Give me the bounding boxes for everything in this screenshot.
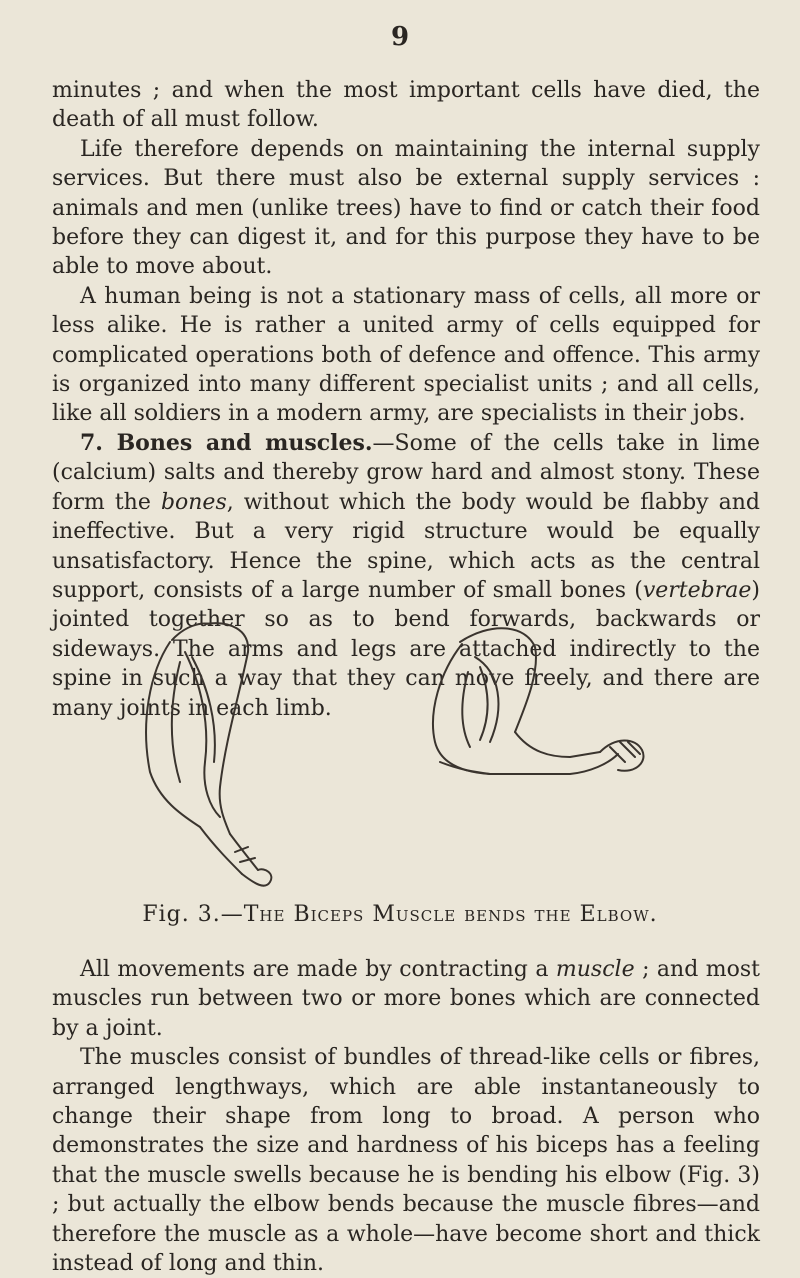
italic-term: bones <box>160 489 227 515</box>
paragraph: minutes ; and when the most important cells have died, the death of all must follow. <box>52 78 760 133</box>
page-number: 9 <box>390 22 410 52</box>
caption-text: —The Biceps Muscle bends the Elbow. <box>220 902 658 927</box>
arm-bent-illustration <box>433 628 643 774</box>
arm-straight-illustration <box>146 623 271 886</box>
text-run: ; and most muscles run between two or more bones which are connected by a joint. <box>52 957 760 1041</box>
caption-label: Fig. 3. <box>142 902 221 927</box>
section-heading: 7. Bones and muscles. <box>80 429 373 456</box>
text-run: All movements are made by contracting a <box>80 957 556 982</box>
italic-term: vertebrae <box>642 577 752 603</box>
text-run: ) jointed together so as to bend forwards, backwards or sideways. The arms and legs are attached indirectly to the spine in such a way that they can move freely, and there are many joints in each limb. <box>52 577 760 721</box>
text-run: —Some of the cells take in lime (calcium) salts and thereby grow hard and almost stony. These form the <box>52 430 760 515</box>
text-run: , without which the body would be flabby and ineffective. But a very rigid structure would be equally unsatisfactory. Hence the spine, which acts as the central support, consists of a large number of small bones ( <box>52 489 761 603</box>
figure-caption <box>0 902 800 927</box>
paragraph: A human being is not a stationary mass of cells, all more or less alike. He is rather a united army of cells equipped for complicated operations both of defence and offence. This army is organized into many different specialist units ; and all cells, like all soldiers in a modern army, are specialists in their jobs. <box>52 283 760 427</box>
biceps-figure <box>130 612 730 902</box>
body-text-bottom <box>52 955 760 1278</box>
paragraph: The muscles consist of bundles of thread-like cells or fibres, arranged lengthways, which are able instantaneously to change their shape from long to broad. A person who demonstrates the size and hardness of his biceps has a feeling that the muscle swells because he is bending his elbow (Fig. 3) ; but actually the elbow bends because the muscle fibres—and therefore the muscle as a whole—have become short and thick instead of long and thin. <box>52 1045 760 1277</box>
paragraph <box>52 955 760 1043</box>
paragraph: Life therefore depends on maintaining the internal supply services. But there must also be external supply services : animals and men (unlike trees) have to find or catch their food before they can digest it, and for this purpose they have to be able to move about. <box>52 136 760 280</box>
italic-term: muscle <box>555 957 635 982</box>
